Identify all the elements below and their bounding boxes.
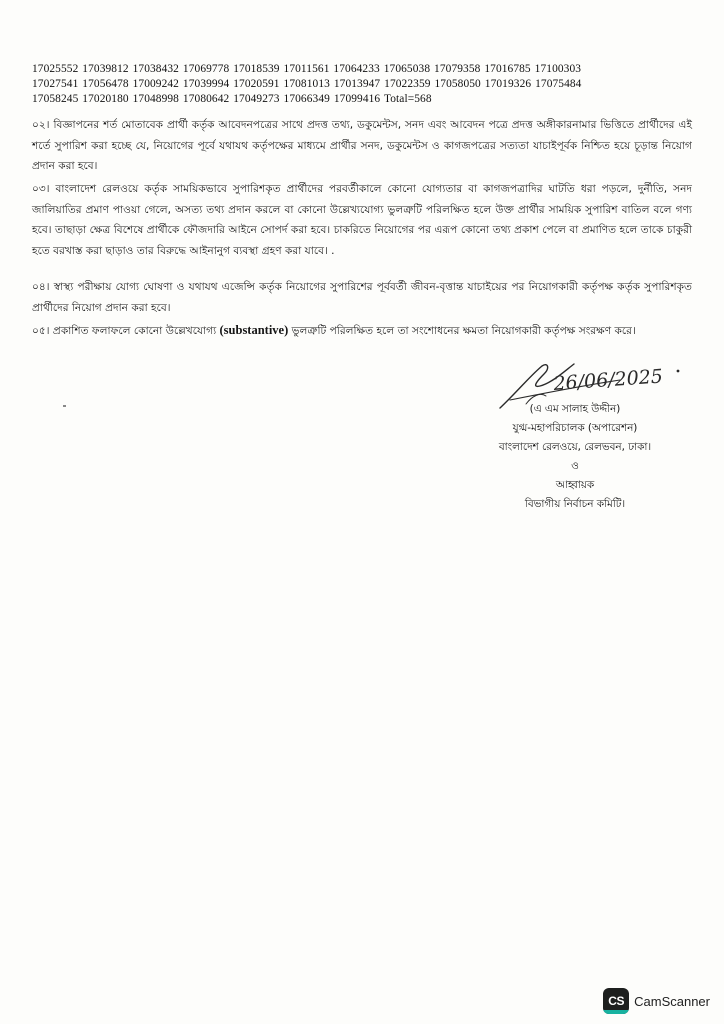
signatory-block: [440, 400, 710, 514]
signatory-name: (এ এম সালাহ উদ্দীন): [529, 403, 621, 415]
roll-number-line: 17027541 17056478 17009242 17039994 17020591 17081013 17013947 17022359 17058050 17019326 17075484: [32, 78, 582, 90]
signatory-committee: বিভাগীয় নির্বাচন কমিটি।: [524, 498, 626, 510]
camscanner-label: CamScanner: [634, 993, 710, 1009]
roll-number-line: 17058245 17020180 17048998 17080642 17049273 17066349 17099416 Total=568: [32, 93, 432, 105]
signatory-conjunction: ও: [571, 460, 579, 472]
signatory-role: আহ্বায়ক: [555, 479, 595, 491]
clause-3-paragraph: ০৩। বাংলাদেশ রেলওয়ে কর্তৃক সাময়িকভাবে সুপারিশকৃত প্রার্থীদের পরবর্তীকালে কোনো যোগ্যতার বা কাগজপত্রাদির ঘাটতি ধরা পড়লে, দুর্নীতি, সনদ জালিয়াতির প্রমাণ পাওয়া গেলে, অসত্য তথ্য প্রদান করলে বা কোনো উল্লেখ্যযোগ্য ভুলত্রুটি পরিলক্ষিত হলে উক্ত প্রার্থীর সাময়িক সুপারিশ বাতিল বলে গণ্য হবে। তাছাড়া ক্ষেত্র বিশেষে প্রার্থীকে ফৌজদারি আইনে সোপর্দ করা হবে। চাকরিতে নিয়োগের পর এরূপ কোনো তথ্য প্রকাশ পেলে বা প্রমাণিত হলে তাকে চাকুরী হতে বরখাস্ত করা ছাড়াও তার বিরুদ্ধে আইনানুগ ব্যবস্থা গ্রহণ করা যাবে। .: [32, 183, 692, 257]
margin-mark: [63, 405, 66, 407]
clause-5-text-end: ভুলত্রুটি পরিলক্ষিত হলে তা সংশোধনের ক্ষমতা নিয়োগকারী কর্তৃপক্ষ সংরক্ষণ করে।: [288, 325, 636, 337]
clause-2-paragraph: ০২। বিজ্ঞাপনের শর্ত মোতাবেক প্রার্থী কর্তৃক আবেদনপত্রের সাথে প্রদত্ত তথ্য, ডকুমেন্টস, সনদ এবং আবেদন পত্রে প্রদত্ত অঙ্গীকারনামার ভিত্তিতে প্রার্থীদের এই শর্তে সুপারিশ করা হচ্ছে যে, নিয়োগের পূর্বে যথাযথ কর্তৃপক্ষের মাধ্যমে প্রার্থীর সনদ, ডকুমেন্টস ও কাগজপত্রের সত্যতা যাচাইপূর্বক নিশ্চিত হয়ে চূড়ান্ত নিয়োগ প্রদান করা হবে।: [32, 119, 692, 172]
clause-5-paragraph: [32, 320, 692, 342]
roll-number-list: [32, 62, 692, 107]
signature-date: 26/06/2025: [552, 365, 664, 395]
signatory-designation: যুগ্ম-মহাপরিচালক (অপারেশন): [512, 422, 638, 434]
camscanner-watermark: [603, 988, 710, 1014]
roll-number-line: 17025552 17039812 17038432 17069778 17018539 17011561 17064233 17065038 17079358 17016785 17100303: [32, 63, 582, 75]
clause-4-paragraph: ০৪। স্বাস্থ্য পরীক্ষায় যোগ্য ঘোষণা ও যথাযথ এজেন্সি কর্তৃক নিয়োগের সুপারিশের পূর্ববর্তী জীবন-বৃত্তান্ত যাচাইয়ের পর নিয়োগকারী কর্তৃপক্ষ কর্তৃক সুপারিশকৃত প্রার্থীদের নিয়োগ প্রদান করা হবে।: [32, 281, 692, 314]
signatory-office: বাংলাদেশ রেলওয়ে, রেলভবন, ঢাকা।: [498, 441, 652, 453]
camscanner-logo-icon: CS: [603, 988, 629, 1014]
clause-5-text-start: ০৫। প্রকাশিত ফলাফলে কোনো উল্লেখযোগ্য: [32, 325, 220, 337]
clause-5-substantive-term: (substantive): [219, 323, 289, 337]
